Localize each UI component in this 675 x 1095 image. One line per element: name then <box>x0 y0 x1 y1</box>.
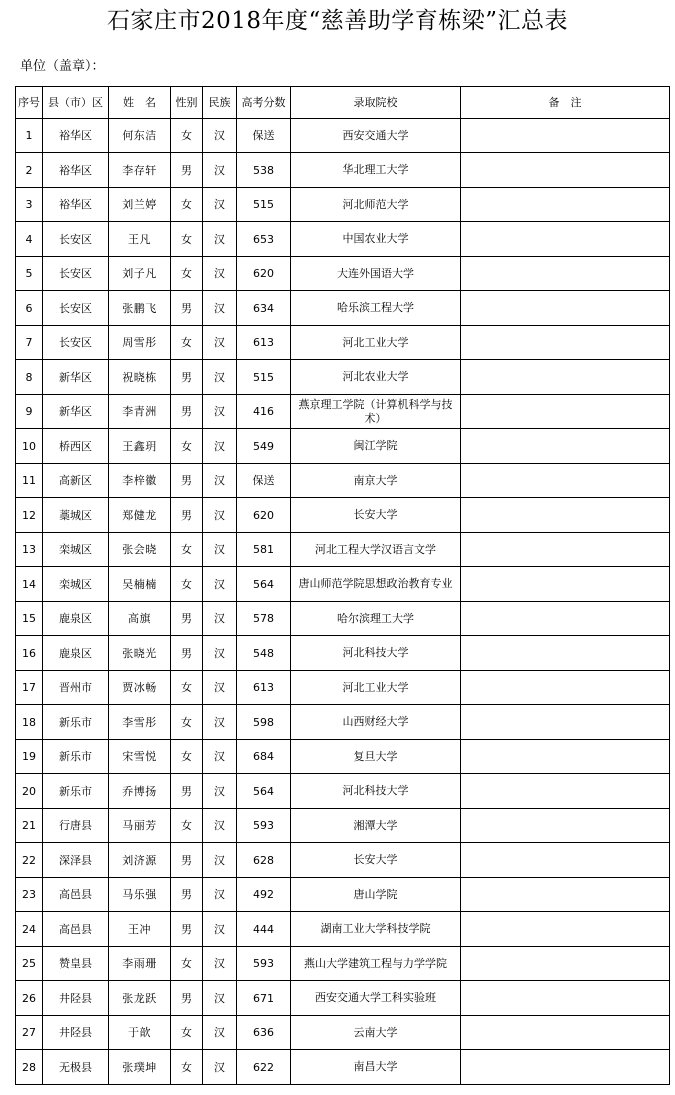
cell-ethnicity: 汉 <box>203 671 237 705</box>
cell-name: 王凡 <box>109 222 171 257</box>
cell-school: 中国农业大学 <box>291 222 461 257</box>
cell-no: 2 <box>16 153 43 188</box>
cell-county: 新华区 <box>43 395 109 429</box>
cell-remark <box>461 1050 670 1085</box>
header-county: 县（市）区 <box>43 87 109 119</box>
cell-gender: 女 <box>171 809 203 843</box>
cell-gender: 男 <box>171 878 203 912</box>
cell-remark <box>461 774 670 809</box>
cell-name: 张晓光 <box>109 636 171 671</box>
cell-ethnicity: 汉 <box>203 464 237 498</box>
cell-gender: 男 <box>171 291 203 326</box>
cell-no: 9 <box>16 395 43 429</box>
cell-no: 15 <box>16 602 43 636</box>
cell-ethnicity: 汉 <box>203 1016 237 1050</box>
cell-county: 裕华区 <box>43 188 109 222</box>
table-row <box>16 119 670 153</box>
cell-no: 5 <box>16 257 43 291</box>
cell-ethnicity: 汉 <box>203 429 237 464</box>
cell-remark <box>461 602 670 636</box>
cell-name: 祝晓栋 <box>109 360 171 395</box>
header-no: 序号 <box>16 87 43 119</box>
table-row <box>16 705 670 740</box>
table-row <box>16 671 670 705</box>
summary-table <box>15 86 670 1085</box>
cell-gender: 男 <box>171 464 203 498</box>
cell-remark <box>461 498 670 533</box>
cell-school: 云南大学 <box>291 1016 461 1050</box>
cell-remark <box>461 188 670 222</box>
cell-ethnicity: 汉 <box>203 740 237 774</box>
cell-remark <box>461 464 670 498</box>
cell-remark <box>461 257 670 291</box>
cell-remark <box>461 636 670 671</box>
cell-no: 27 <box>16 1016 43 1050</box>
cell-ethnicity: 汉 <box>203 947 237 981</box>
cell-county: 无极县 <box>43 1050 109 1085</box>
cell-score: 416 <box>237 395 291 429</box>
unit-label: 单位（盖章）： <box>20 59 105 74</box>
cell-score: 593 <box>237 947 291 981</box>
cell-school: 哈乐滨工程大学 <box>291 291 461 326</box>
cell-name: 马丽芳 <box>109 809 171 843</box>
cell-school: 湘潭大学 <box>291 809 461 843</box>
cell-remark <box>461 567 670 602</box>
cell-remark <box>461 326 670 360</box>
cell-no: 26 <box>16 981 43 1016</box>
cell-school: 西安交通大学工科实验班 <box>291 981 461 1016</box>
header-school: 录取院校 <box>291 87 461 119</box>
cell-gender: 男 <box>171 843 203 878</box>
cell-name: 王鑫玥 <box>109 429 171 464</box>
cell-score: 620 <box>237 498 291 533</box>
table-row <box>16 188 670 222</box>
cell-county: 新乐市 <box>43 740 109 774</box>
cell-ethnicity: 汉 <box>203 705 237 740</box>
table-row <box>16 395 670 429</box>
cell-school: 西安交通大学 <box>291 119 461 153</box>
cell-county: 鹿泉区 <box>43 636 109 671</box>
header-score: 高考分数 <box>237 87 291 119</box>
cell-school: 河北师范大学 <box>291 188 461 222</box>
cell-ethnicity: 汉 <box>203 636 237 671</box>
cell-county: 晋州市 <box>43 671 109 705</box>
cell-school: 大连外国语大学 <box>291 257 461 291</box>
cell-name: 李雪彤 <box>109 705 171 740</box>
cell-remark <box>461 533 670 567</box>
cell-ethnicity: 汉 <box>203 291 237 326</box>
table-row <box>16 1016 670 1050</box>
cell-ethnicity: 汉 <box>203 809 237 843</box>
cell-no: 28 <box>16 1050 43 1085</box>
cell-score: 593 <box>237 809 291 843</box>
cell-name: 张龙跃 <box>109 981 171 1016</box>
cell-ethnicity: 汉 <box>203 981 237 1016</box>
cell-gender: 女 <box>171 1016 203 1050</box>
cell-remark <box>461 947 670 981</box>
cell-score: 613 <box>237 671 291 705</box>
cell-gender: 女 <box>171 740 203 774</box>
table-row <box>16 981 670 1016</box>
cell-gender: 女 <box>171 326 203 360</box>
cell-name: 马乐强 <box>109 878 171 912</box>
header-ethnicity: 民族 <box>203 87 237 119</box>
cell-no: 6 <box>16 291 43 326</box>
cell-score: 671 <box>237 981 291 1016</box>
cell-no: 24 <box>16 912 43 947</box>
cell-gender: 女 <box>171 257 203 291</box>
cell-county: 井陉县 <box>43 1016 109 1050</box>
cell-school: 河北工业大学 <box>291 326 461 360</box>
cell-ethnicity: 汉 <box>203 912 237 947</box>
cell-county: 行唐县 <box>43 809 109 843</box>
cell-school: 哈尔滨理工大学 <box>291 602 461 636</box>
table-row <box>16 326 670 360</box>
cell-gender: 女 <box>171 119 203 153</box>
cell-gender: 女 <box>171 567 203 602</box>
cell-school: 长安大学 <box>291 498 461 533</box>
cell-remark <box>461 291 670 326</box>
cell-county: 栾城区 <box>43 567 109 602</box>
cell-county: 新华区 <box>43 360 109 395</box>
cell-gender: 女 <box>171 1050 203 1085</box>
cell-remark <box>461 429 670 464</box>
cell-score: 622 <box>237 1050 291 1085</box>
cell-ethnicity: 汉 <box>203 119 237 153</box>
cell-name: 张会晓 <box>109 533 171 567</box>
cell-school: 河北科技大学 <box>291 774 461 809</box>
cell-county: 鹿泉区 <box>43 602 109 636</box>
cell-remark <box>461 1016 670 1050</box>
table-row <box>16 602 670 636</box>
table-row <box>16 740 670 774</box>
cell-remark <box>461 360 670 395</box>
cell-remark <box>461 671 670 705</box>
cell-name: 高旗 <box>109 602 171 636</box>
cell-gender: 男 <box>171 153 203 188</box>
cell-remark <box>461 809 670 843</box>
cell-remark <box>461 705 670 740</box>
cell-gender: 女 <box>171 429 203 464</box>
cell-score: 515 <box>237 360 291 395</box>
cell-score: 564 <box>237 774 291 809</box>
cell-no: 19 <box>16 740 43 774</box>
cell-no: 22 <box>16 843 43 878</box>
cell-school: 河北工程大学汉语言文学 <box>291 533 461 567</box>
cell-gender: 男 <box>171 498 203 533</box>
cell-gender: 男 <box>171 602 203 636</box>
cell-ethnicity: 汉 <box>203 567 237 602</box>
cell-name: 张璞坤 <box>109 1050 171 1085</box>
cell-name: 何东洁 <box>109 119 171 153</box>
cell-county: 长安区 <box>43 222 109 257</box>
cell-score: 578 <box>237 602 291 636</box>
table-row <box>16 843 670 878</box>
cell-no: 16 <box>16 636 43 671</box>
cell-no: 10 <box>16 429 43 464</box>
cell-no: 1 <box>16 119 43 153</box>
cell-gender: 女 <box>171 533 203 567</box>
table-row <box>16 429 670 464</box>
cell-ethnicity: 汉 <box>203 774 237 809</box>
cell-score: 684 <box>237 740 291 774</box>
cell-gender: 男 <box>171 912 203 947</box>
cell-gender: 女 <box>171 671 203 705</box>
cell-name: 贾冰畅 <box>109 671 171 705</box>
cell-county: 裕华区 <box>43 119 109 153</box>
cell-gender: 女 <box>171 947 203 981</box>
cell-school: 唐山师范学院思想政治教育专业 <box>291 567 461 602</box>
table-row <box>16 498 670 533</box>
cell-county: 新乐市 <box>43 774 109 809</box>
table-header-row <box>16 87 670 119</box>
cell-gender: 男 <box>171 636 203 671</box>
cell-score: 492 <box>237 878 291 912</box>
cell-score: 613 <box>237 326 291 360</box>
cell-remark <box>461 843 670 878</box>
cell-name: 于歆 <box>109 1016 171 1050</box>
table-row <box>16 1050 670 1085</box>
table-row <box>16 533 670 567</box>
cell-ethnicity: 汉 <box>203 395 237 429</box>
cell-score: 634 <box>237 291 291 326</box>
cell-county: 裕华区 <box>43 153 109 188</box>
table-row <box>16 153 670 188</box>
cell-remark <box>461 153 670 188</box>
cell-ethnicity: 汉 <box>203 222 237 257</box>
cell-school: 闽江学院 <box>291 429 461 464</box>
cell-no: 21 <box>16 809 43 843</box>
cell-ethnicity: 汉 <box>203 326 237 360</box>
cell-ethnicity: 汉 <box>203 153 237 188</box>
table-row <box>16 222 670 257</box>
cell-name: 吴楠楠 <box>109 567 171 602</box>
cell-school: 长安大学 <box>291 843 461 878</box>
cell-no: 11 <box>16 464 43 498</box>
table-row <box>16 567 670 602</box>
cell-name: 刘子凡 <box>109 257 171 291</box>
cell-name: 李存轩 <box>109 153 171 188</box>
cell-no: 23 <box>16 878 43 912</box>
cell-remark <box>461 912 670 947</box>
cell-county: 长安区 <box>43 326 109 360</box>
cell-gender: 男 <box>171 774 203 809</box>
cell-gender: 男 <box>171 360 203 395</box>
cell-name: 宋雪悦 <box>109 740 171 774</box>
cell-ethnicity: 汉 <box>203 257 237 291</box>
header-gender: 性别 <box>171 87 203 119</box>
cell-remark <box>461 395 670 429</box>
cell-gender: 女 <box>171 705 203 740</box>
cell-score: 548 <box>237 636 291 671</box>
cell-no: 14 <box>16 567 43 602</box>
cell-county: 栾城区 <box>43 533 109 567</box>
cell-county: 长安区 <box>43 257 109 291</box>
cell-school: 山西财经大学 <box>291 705 461 740</box>
cell-no: 17 <box>16 671 43 705</box>
cell-no: 12 <box>16 498 43 533</box>
cell-remark <box>461 119 670 153</box>
cell-ethnicity: 汉 <box>203 878 237 912</box>
cell-gender: 男 <box>171 981 203 1016</box>
cell-school: 南昌大学 <box>291 1050 461 1085</box>
cell-school: 河北农业大学 <box>291 360 461 395</box>
cell-remark <box>461 878 670 912</box>
table-row <box>16 809 670 843</box>
cell-score: 444 <box>237 912 291 947</box>
cell-score: 598 <box>237 705 291 740</box>
header-name: 姓 名 <box>109 87 171 119</box>
cell-no: 3 <box>16 188 43 222</box>
cell-score: 653 <box>237 222 291 257</box>
cell-school: 河北科技大学 <box>291 636 461 671</box>
cell-ethnicity: 汉 <box>203 1050 237 1085</box>
cell-county: 长安区 <box>43 291 109 326</box>
cell-score: 581 <box>237 533 291 567</box>
cell-name: 郑健龙 <box>109 498 171 533</box>
cell-name: 李青洲 <box>109 395 171 429</box>
table-row <box>16 912 670 947</box>
cell-name: 王冲 <box>109 912 171 947</box>
cell-no: 25 <box>16 947 43 981</box>
cell-gender: 男 <box>171 395 203 429</box>
cell-no: 8 <box>16 360 43 395</box>
cell-no: 13 <box>16 533 43 567</box>
cell-ethnicity: 汉 <box>203 533 237 567</box>
cell-school: 燕京理工学院（计算机科学与技术） <box>291 395 461 429</box>
cell-ethnicity: 汉 <box>203 602 237 636</box>
table-row <box>16 636 670 671</box>
cell-name: 张鹏飞 <box>109 291 171 326</box>
cell-score: 515 <box>237 188 291 222</box>
cell-ethnicity: 汉 <box>203 188 237 222</box>
cell-ethnicity: 汉 <box>203 498 237 533</box>
table-row <box>16 291 670 326</box>
cell-no: 18 <box>16 705 43 740</box>
cell-county: 深泽县 <box>43 843 109 878</box>
cell-county: 高邑县 <box>43 878 109 912</box>
cell-score: 620 <box>237 257 291 291</box>
cell-school: 华北理工大学 <box>291 153 461 188</box>
cell-school: 复旦大学 <box>291 740 461 774</box>
cell-school: 南京大学 <box>291 464 461 498</box>
cell-no: 20 <box>16 774 43 809</box>
cell-school: 唐山学院 <box>291 878 461 912</box>
table-row <box>16 947 670 981</box>
cell-school: 河北工业大学 <box>291 671 461 705</box>
cell-county: 新乐市 <box>43 705 109 740</box>
cell-county: 赞皇县 <box>43 947 109 981</box>
table-row <box>16 774 670 809</box>
cell-county: 高邑县 <box>43 912 109 947</box>
cell-county: 藁城区 <box>43 498 109 533</box>
cell-score: 564 <box>237 567 291 602</box>
cell-score: 628 <box>237 843 291 878</box>
cell-name: 刘兰婷 <box>109 188 171 222</box>
cell-score: 538 <box>237 153 291 188</box>
cell-remark <box>461 981 670 1016</box>
cell-no: 4 <box>16 222 43 257</box>
table-row <box>16 360 670 395</box>
cell-school: 燕山大学建筑工程与力学学院 <box>291 947 461 981</box>
cell-remark <box>461 740 670 774</box>
cell-score: 636 <box>237 1016 291 1050</box>
cell-no: 7 <box>16 326 43 360</box>
cell-name: 李雨珊 <box>109 947 171 981</box>
cell-gender: 女 <box>171 222 203 257</box>
cell-name: 李梓徽 <box>109 464 171 498</box>
cell-ethnicity: 汉 <box>203 843 237 878</box>
cell-score: 549 <box>237 429 291 464</box>
table-row <box>16 878 670 912</box>
cell-school: 湖南工业大学科技学院 <box>291 912 461 947</box>
header-remark: 备 注 <box>461 87 670 119</box>
cell-name: 周雪彤 <box>109 326 171 360</box>
cell-county: 井陉县 <box>43 981 109 1016</box>
cell-name: 乔博扬 <box>109 774 171 809</box>
cell-ethnicity: 汉 <box>203 360 237 395</box>
cell-county: 高新区 <box>43 464 109 498</box>
cell-gender: 女 <box>171 188 203 222</box>
table-row <box>16 257 670 291</box>
page-title: 石家庄市2018年度“慈善助学育栋梁”汇总表 <box>106 8 569 34</box>
table-row <box>16 464 670 498</box>
cell-score: 保送 <box>237 464 291 498</box>
cell-score: 保送 <box>237 119 291 153</box>
cell-name: 刘济源 <box>109 843 171 878</box>
cell-remark <box>461 222 670 257</box>
cell-county: 桥西区 <box>43 429 109 464</box>
